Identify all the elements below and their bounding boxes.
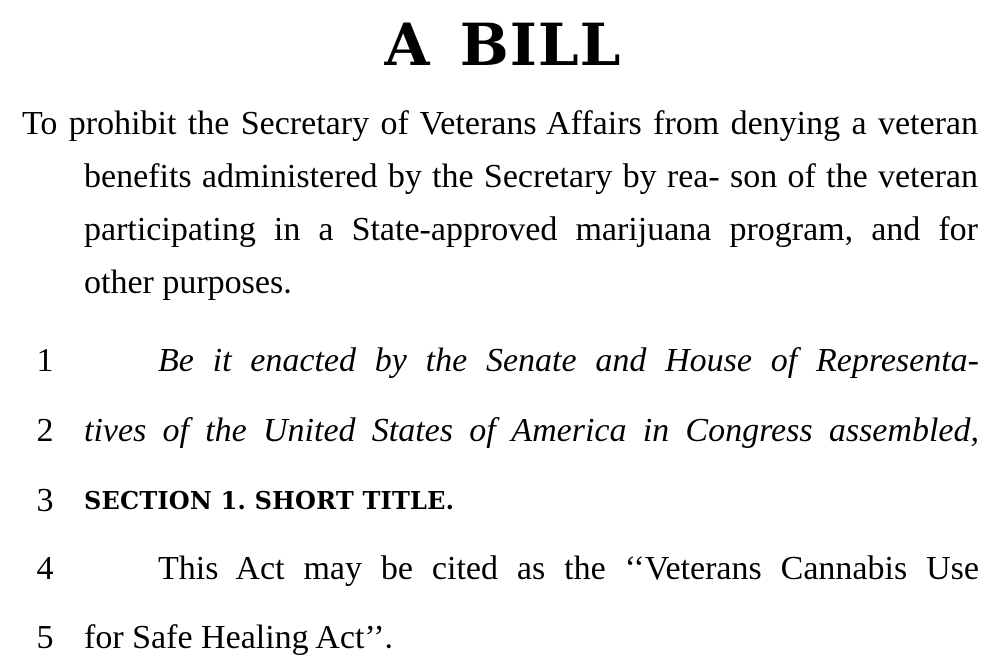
bill-title: A BILL — [384, 11, 622, 79]
short-title-line: for Safe Healing Act’’. — [84, 619, 394, 656]
line-number: 4 — [36, 550, 54, 587]
line-number: 5 — [36, 619, 54, 656]
short-title-line: This Act may be cited as the ‘‘Veterans Cannabis Use — [158, 550, 979, 587]
bill-line-1 — [0, 336, 1006, 386]
bill-line-2 — [0, 406, 1006, 456]
bill-line-3 — [0, 476, 1006, 526]
bill-purpose: To prohibit the Secretary of Veterans Affairs from denying a veteran benefits administered by the Secretary by rea- son of the veteran participating in a State-approved marijuana program, and for other purposes. — [22, 105, 978, 301]
bill-line-4 — [0, 544, 1006, 594]
enacting-clause-line: Be it enacted by the Senate and House of Representa- — [158, 342, 979, 379]
enacting-clause-line: tives of the United States of America in Congress assembled, — [84, 412, 979, 449]
line-number: 2 — [36, 412, 54, 449]
line-number: 3 — [36, 482, 54, 519]
line-number: 1 — [36, 342, 54, 379]
section-heading: SECTION 1. SHORT TITLE. — [84, 486, 455, 515]
bill-line-5 — [0, 613, 1006, 663]
